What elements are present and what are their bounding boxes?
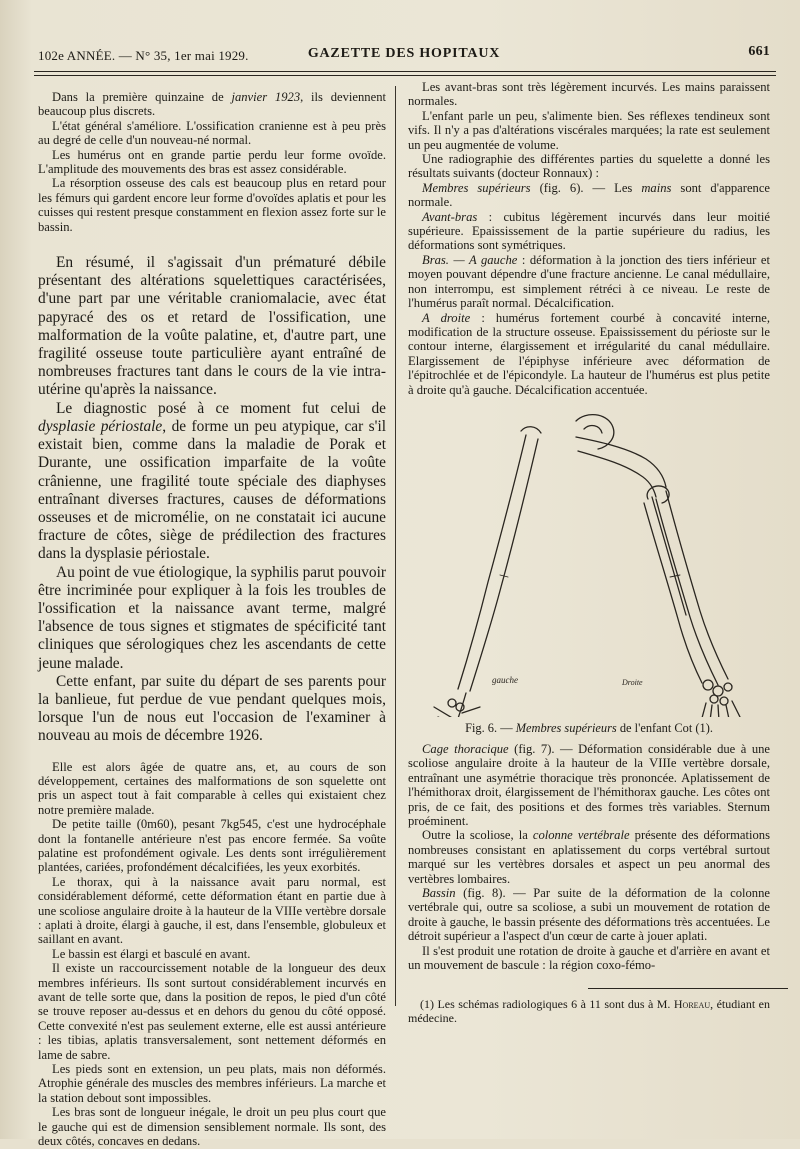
paragraph: Avant-bras : cubitus légèrement incurvés dans leur moitié supérieure. Epaississement de la partie supérieure du radius, les déformations sont symétriques.: [408, 209, 770, 253]
thorax-spine-pelvis-block: [408, 742, 770, 973]
paragraph: Le diagnostic posé à ce moment fut celui de dysplasie périostale, de forme un peu atypique, car s'il existait bien, comme dans la maladie de Porak et Durante, une ossification imparfaite de la voûte crânienne, une fragilité toute spéciale des diaphyses entraînant diverses fractures, causes de déformations osseuses et de micromélie, on ne constatait ici aucune fracture de côtes, siège de prédilection des fractures dans la dysplasie périostale.: [38, 399, 386, 563]
radiography-block: [408, 80, 770, 397]
right-humerus: [576, 437, 666, 487]
figure-6-upper-limbs: [408, 407, 770, 717]
upper-limbs-sketch: [408, 407, 770, 717]
page-number: 661: [748, 44, 770, 59]
figure-caption: Fig. 6. — Membres supérieurs de l'enfant Cot (1).: [465, 720, 713, 735]
paragraph: Elle est alors âgée de quatre ans, et, au cours de son développement, certaines des malformations de son squelette ont pris un aspect tout à fait comparable à celles qui existaient chez notre première malade.: [38, 759, 386, 817]
journal-title: GAZETTE DES HOPITAUX: [307, 46, 501, 61]
paragraph: Cage thoracique (fig. 7). — Déformation considérable due à une scoliose angulaire droite à la hauteur de la VIIIe vertèbre dorsale, entraînant une asymétrie thoracique très prononcée. Aplatissement de l'hémithorax droit, élargissement de l'hémithorax gauche. Les côtes ont pris, de ce fait, des positions et des formes très variables. Sternum proéminent.: [408, 741, 771, 828]
paragraph: L'enfant parle un peu, s'alimente bien. Ses réflexes tendineux sont vifs. Il n'y a pas d'altérations viscérales marquées; la rate est seulement un peu augmentée de volume.: [408, 108, 770, 152]
case-progress-block: [38, 90, 386, 234]
issue-info: 102e ANNÉE. — N° 35, 1er mai 1929.: [38, 48, 249, 63]
summary-block: [38, 254, 386, 745]
paragraph: Une radiographie des différentes parties du squelette a donné les résultats suivants (docteur Ronnaux) :: [408, 152, 770, 181]
paragraph: Dans la première quinzaine de janvier 1923, ils deviennent beaucoup plus discrets.: [38, 90, 386, 119]
left-column: [38, 90, 386, 1149]
paragraph: Il existe un raccourcissement notable de la longueur des deux membres inférieurs. Ils sont surtout considérablement incurvés en avant de telle sorte que, dans la position de repos, le pied d'un côté se trouve reposer au-dessus et en dehors du genou du côté opposé. Cette convexité n'est pas seulement externe, elle est aussi antérieure : les tibias, aplatis transversalement, sont nettement déformés en lame de sabre.: [38, 961, 386, 1062]
paragraph: Les bras sont de longueur inégale, le droit un peu plus court que le gauche qui est de dimension sensiblement normale. Ils sont, des deux côtés, concaves en dedans.: [38, 1105, 386, 1149]
right-forearm-radius: [656, 499, 718, 685]
paragraph: Les pieds sont en extension, un peu plats, mais non déformés. Atrophie générale des muscles des membres inférieurs. La marche et la station debout sont impossibles.: [38, 1062, 386, 1105]
header-rule-thin: [34, 75, 776, 76]
footnote: (1) Les schémas radiologiques 6 à 11 sont dus à M. Horeau, étudiant en médecine.: [408, 997, 771, 1026]
header-rule: [34, 71, 776, 72]
paragraph: Il s'est produit une rotation de droite à gauche et d'arrière en avant et un mouvement de bascule : la région coxo-fémo-: [408, 943, 770, 973]
paragraph: La résorption osseuse des cals est beaucoup plus en retard pour les fémurs qui gardent encore leur forme d'ovoïdes aplatis et pour les cuisses qui restent presque constamment en flexion assez forte sur le bassin.: [38, 176, 386, 234]
paragraph: En résumé, il s'agissait d'un prématuré débile présentant des altérations squelettiques caractérisées, d'une part par une véritable craniomalacie, avec état papyracé des os et retard de l'ossification, une malformation de la voûte palatine, et, d'autre part, une fragilité osseuse toute particulière ayant entraîné de nombreuses fractures tant dans le cours de la vie intra-utérine qu'après la naissance.: [38, 254, 386, 399]
paragraph: Le bassin est élargi et basculé en avant.: [52, 946, 251, 961]
paragraph: Les humérus ont en grande partie perdu leur forme ovoïde. L'amplitude des mouvements des bras est assez considérable.: [38, 147, 386, 177]
paragraph: Bras. — A gauche : déformation à la jonction des tiers inférieur et moyen pouvant dépendre d'une fracture ancienne. Le canal médullaire, non interrompu, est simplement rétréci à ce niveau. Le reste de l'humérus paraît normal. Décalcification.: [408, 252, 770, 311]
paragraph: Le thorax, qui à la naissance avait paru normal, est considérablement déformé, cette déformation étant en partie due à une scoliose angulaire droite à la hauteur de la VIIIe vertèbre dorsale : aplati à droite, élargi à gauche, il est, dans l'ensemble, globuleux et saillant en avant.: [38, 874, 386, 947]
paragraph: Les avant-bras sont très légèrement incurvés. Les mains paraissent normales.: [408, 80, 770, 109]
running-header: [38, 44, 770, 66]
right-column: [408, 80, 770, 1025]
paragraph: L'état général s'améliore. L'ossification cranienne est à peu près au degré de celle d'un nouveau-né normal.: [38, 118, 386, 148]
paragraph: Cette enfant, par suite du départ de ses parents pour la banlieue, fut perdue de vue pendant quelques mois, lorsque l'un de nous eut l'occasion de l'examiner à nouveau au mois de décembre 1926.: [38, 672, 386, 745]
reexamination-block: [38, 760, 386, 1149]
paragraph: Bassin (fig. 8). — Par suite de la déformation de la colonne vertébrale qui, outre sa scoliose, a subi un mouvement de rotation de droite à gauche, le bassin présente des déformations très accentuées. Le détroit supérieur a l'aspect d'un cœur de carte à jouer aplati.: [408, 886, 770, 944]
paragraph: Membres supérieurs (fig. 6). — Les mains sont d'apparence normale.: [408, 180, 771, 210]
paragraph: A droite : humérus fortement courbé à concavité interne, modification de la structure osseuse. Epaississement du périoste sur le contour interne, élargissement et irrégularité du canal médullaire. Elargissement de l'épiphyse inférieure avec déformation de l'épitrochlée et de l'épicondyle. La hauteur de l'humérus est plus petite à droite qu'à gauche. Décalcification accentuée.: [408, 310, 771, 397]
column-separator: [395, 86, 396, 1006]
label-droite: Droite: [622, 677, 643, 687]
paragraph: Outre la scoliose, la colonne vertébrale présente des déformations nombreuses consistant en aplatissement du corps vertébral surtout marqué sur les vertèbres dorsales et aspect un peu anormal des vertèbres lombaires.: [408, 828, 770, 886]
paragraph: De petite taille (0m60), pesant 7kg545, c'est une hydrocéphale dont la fontanelle antérieure n'est pas encore fermée. Sa voûte palatine est profondément ogivale. Les dents sont irrégulièrement plantées, cariées, profondément décalcifiées, les yeux exorbités.: [38, 817, 386, 875]
left-humerus: [458, 435, 526, 689]
footnote-rule: [588, 988, 788, 989]
label-gauche: gauche: [492, 674, 518, 685]
right-forearm-ulna: [644, 503, 702, 683]
paragraph: Au point de vue étiologique, la syphilis parut pouvoir être incriminée pour expliquer à la fois les troubles de l'ossification et la naissance avant terme, malgré l'absence de tous signes et stigmates de spécificité tant cliniques que sérologiques chez les ascendants de cette jeune malade.: [38, 563, 386, 672]
